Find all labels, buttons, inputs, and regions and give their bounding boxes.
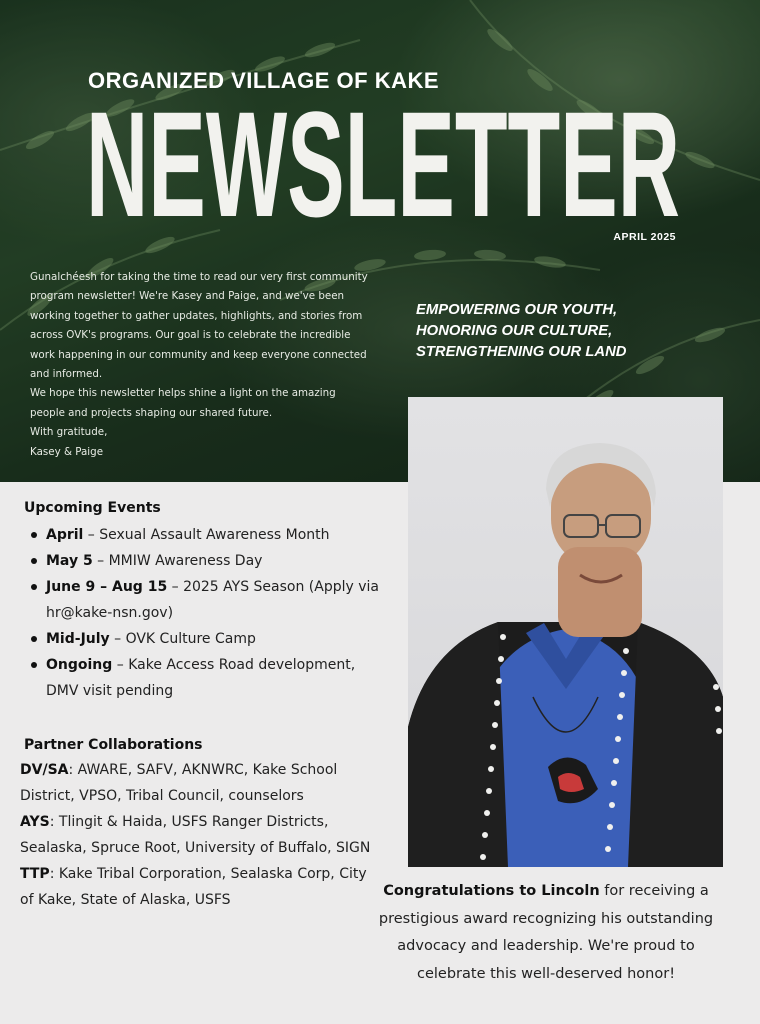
intro-paragraph: Gunalchéesh for taking the time to read our very first community program newsletter! We're Kasey and Paige, and we've been working together to gather updates, highlights, and stories from across OVK's programs. Our goal is to celebrate the incredible work happening in our community and keep everyone connected and informed. — [30, 271, 368, 381]
list-item — [24, 522, 384, 548]
event-date: May 5 — [46, 553, 93, 569]
partner-group — [20, 809, 380, 861]
partner-list: : AWARE, SAFV, AKNWRC, Kake School District, VPSO, Tribal Council, counselors — [20, 762, 338, 804]
org-name: ORGANIZED VILLAGE OF KAKE — [88, 68, 440, 93]
partners-heading: Partner Collaborations — [24, 737, 203, 753]
partner-list: : Kake Tribal Corporation, Sealaska Corp, City of Kake, State of Alaska, USFS — [20, 866, 367, 908]
event-text: – Sexual Assault Awareness Month — [83, 527, 330, 543]
list-item — [24, 652, 384, 704]
congrats-text: for receiving a prestigious award recognizing his outstanding advocacy and leadership. We're proud to celebrate this well-deserved honor! — [378, 883, 714, 982]
event-date: June 9 – Aug 15 — [46, 579, 168, 595]
tagline-line: STRENGTHENING OUR LAND — [416, 344, 627, 360]
partner-group — [20, 861, 380, 913]
partner-program: AYS — [20, 814, 50, 830]
partner-group — [20, 757, 380, 809]
event-text: – Kake Access Road development, DMV visit pending — [46, 657, 356, 699]
upcoming-events — [24, 500, 384, 704]
tagline — [416, 300, 716, 363]
event-date: Mid-July — [46, 631, 110, 647]
list-item — [24, 548, 384, 574]
partner-collaborations — [20, 737, 380, 913]
list-item — [24, 574, 384, 626]
event-text: – 2025 AYS Season (Apply via hr@kake-nsn.gov) — [46, 579, 379, 621]
honoree-photo — [408, 397, 723, 867]
partner-list: : Tlingit & Haida, USFS Ranger Districts, Sealaska, Spruce Root, University of Buffalo, SIGN — [20, 814, 371, 856]
congratulations-note — [366, 878, 726, 988]
list-item — [24, 626, 384, 652]
masthead-text: NEWSLETTER — [86, 92, 680, 222]
event-text: – OVK Culture Camp — [109, 631, 256, 647]
events-list — [24, 522, 384, 704]
event-date: Ongoing — [46, 657, 113, 673]
intro-signoff: With gratitude, — [30, 426, 108, 439]
intro-paragraph: We hope this newsletter helps shine a light on the amazing people and projects shaping our shared future. — [30, 387, 336, 419]
intro-signature: Kasey & Paige — [30, 445, 104, 458]
tagline-line: HONORING OUR CULTURE, — [416, 323, 613, 339]
issue-date: APRIL 2025 — [613, 231, 676, 243]
partner-program: TTP — [20, 866, 50, 882]
portrait-illustration — [408, 397, 723, 867]
partner-program: DV/SA — [20, 762, 69, 778]
events-heading: Upcoming Events — [24, 500, 161, 516]
event-text: – MMIW Awareness Day — [92, 553, 263, 569]
congrats-lead: Congratulations to Lincoln — [383, 883, 600, 899]
event-date: April — [46, 527, 84, 543]
intro-letter — [30, 268, 370, 462]
tagline-line: EMPOWERING OUR YOUTH, — [416, 302, 618, 318]
masthead-title — [84, 92, 684, 222]
